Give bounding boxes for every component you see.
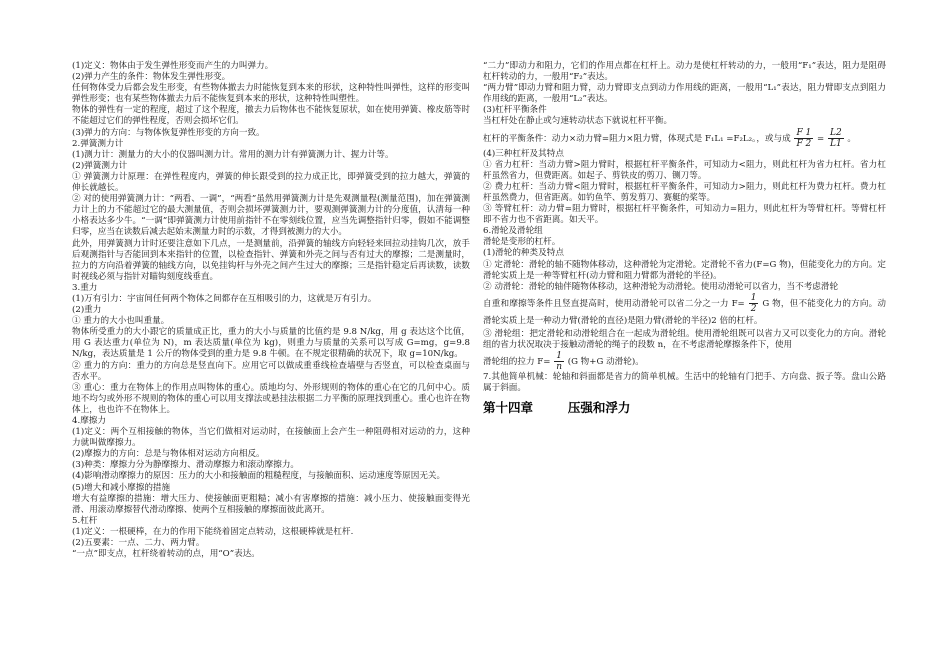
paragraph: ③ 等臂杠杆：动力臂=阻力臂时，根据杠杆平衡条件，可知动力=阻力，则此杠杆为等臂杠杆。等臂杠杆即不省力也不省距离。如天平。 (483, 204, 886, 226)
section-heading: 2.弹簧测力计 (72, 138, 124, 149)
paragraph: (1)定义：一根硬棒，在力的作用下能绕着固定点转动，这根硬棒就是杠杆. (72, 526, 354, 537)
paragraph: (1)万有引力：宇宙间任何两个物体之间都存在互相吸引的力，这就是万有引力。 (72, 293, 377, 304)
paragraph: (2)弹簧测力计 (72, 160, 128, 171)
paragraph: “两力臂”即动力臂和阻力臂，动力臂即支点到动力作用线的距离，一般用“L₁”表达，阻力臂即支点到阻力作用线的距离，一般用“L₂”表达。 (483, 83, 886, 105)
paragraph: (3)弹力的方向：与物体恢复弹性形变的方向一致。 (72, 127, 265, 138)
fraction-numerator: 1 (750, 292, 757, 303)
paragraph: (1)定义：两个互相接触的物体，当它们做相对运动时，在接触面上会产生一种阻碍相对运动的力，这种力就叫做摩擦力。 (72, 427, 470, 449)
fraction-numerator: F 1 (796, 127, 812, 138)
paragraph: ① 省力杠杆：当动力臂>阻力臂时，根据杠杆平衡条件，可知动力<阻力，则此杠杆为省力杠杆。省力杠杆虽然省力，但费距离。如起子、剪铁皮的剪刀、铡刀等。 (483, 159, 886, 181)
fraction-numerator: 1 (554, 351, 564, 362)
paragraph: ① 定滑轮：滑轮的轴不随物体移动，这种滑轮为定滑轮。定滑轮不省力(F=G 物)，但能变化力的方向。定滑轮实质上是一种等臂杠杆(动力臂和阻力臂都为滑轮的半径)。 (483, 259, 886, 281)
paragraph: ② 费力杠杆：当动力臂<阻力臂时，根据杠杆平衡条件，可知动力>阻力，则此杠杆为费力杠杆。费力杠杆虽然费力，但省距离。如钓鱼竿、剪发剪刀、赛艇的桨等。 (483, 181, 886, 203)
formula-text: 杠杆的平衡条件：动力×动力臂=阻力×阻力臂，体现式是 F₁L₁ =F₂L₂。，或与成 (483, 133, 791, 144)
paragraph: 物体的弹性有一定的程度，超过了这个程度，撤去力后物体也不能恢复原状，如在使用弹簧、橡皮筋等时不能超过它们的弹性程度，否则会损坏它们。 (72, 105, 470, 127)
paragraph: ② 重力的方向：重力的方向总是竖直向下。应用它可以做成重垂线检查墙壁与否竖直，可以检查桌面与否水平。 (72, 360, 470, 382)
left-column (72, 61, 470, 560)
formula-text: 。 (847, 133, 857, 144)
paragraph: (1)测力计：测量力的大小的仪器叫测力计。常用的测力计有弹簧测力计、握力计等。 (72, 149, 394, 160)
paragraph: (4)三种杠杆及其特点 (483, 148, 564, 159)
paragraph: ③ 重心：重力在物体上的作用点叫物体的重心。质地均匀、外形规则的物体的重心在它的几何中心。质地不均匀或外形不规则的物体的重心可以用支撑法或悬挂法根据二力平衡的原理找到重心。重心也许在物体上，也也许不在物体上。 (72, 382, 470, 415)
paragraph: (2)摩擦力的方向：总是与物体相对运动方向相反。 (72, 449, 265, 460)
right-column (483, 61, 886, 416)
paragraph: (3)种类：摩擦力分为静摩擦力、滑动摩擦力和滚动摩擦力。 (72, 460, 300, 471)
section-heading: 6.滑轮及滑轮组 (483, 226, 543, 237)
formula-text: 滑轮组的拉力 F= (483, 356, 551, 367)
paragraph: “一点”即支点，杠杆绕着转动的点，用“O”表达。 (72, 549, 260, 560)
paragraph: 当杠杆处在静止或匀速转动状态下就说杠杆平衡。 (483, 116, 673, 127)
paragraph: “二力”即动力和阻力，它们的作用点都在杠杆上。动力是使杠杆转动的力，一般用“F₁”表达，阻力是阻碍杠杆转动的力，一般用“F₂”表达。 (483, 61, 886, 83)
paragraph: 7.其他简单机械：轮轴和斜面都是省力的简单机械。生活中的轮轴有门把手、方向盘、扳子等。盘山公路属于斜面。 (483, 371, 886, 394)
formula-text: 自重和摩擦等条件且竖直提高时，使用动滑轮可以省二分之一力 F= (483, 298, 745, 309)
paragraph: (2)弹力产生的条件：物体发生弹性形变。 (72, 72, 231, 83)
paragraph: (1)定义：物体由于发生弹性形变而产生的力叫弹力。 (72, 61, 274, 71)
paragraph: (3)杠杆平衡条件 (483, 105, 547, 116)
paragraph: ② 动滑轮：滑轮的轴伴随物体移动，这种滑轮为动滑轮。使用动滑轮可以省力，当不考虑滑轮 (483, 281, 839, 292)
paragraph: 滑轮是变形的杠杆。 (483, 237, 561, 248)
formula-text: (G 物+G 动滑轮)。 (567, 356, 644, 367)
paragraph: ② 对的使用弹簧测力计：“两看、一调”，“两看”虽然用弹簧测力计是先观测量程(测量范围)，加在弹簧测力计上的力不能超过它的最大测量值，否则会损坏弹簧测力计，要观测弹簧测力计的分度值，认清每一种小格表达多少牛。“一调”即弹簧测力计使用前指针不在零刻线位置，应当先调整指针归零，假如不能调整归零，应当在读数后减去起始末测量力时的示数，才得到被测力的大小。 (72, 194, 470, 238)
section-heading: 4.摩擦力 (72, 416, 106, 426)
equals-sign: = (817, 133, 825, 144)
fraction-force-ratio (794, 128, 813, 149)
section-heading: 5.杠杆 (72, 515, 98, 526)
paragraph: (2)重力 (72, 305, 102, 316)
paragraph: (2)五要素：一点、二力、两力臂。 (72, 538, 205, 549)
movable-pulley-formula (483, 293, 886, 329)
fraction-numerator: L2 (829, 127, 842, 138)
paragraph: ① 重力的大小也叫重量。 (72, 316, 170, 327)
balance-condition-formula (483, 128, 886, 149)
fraction-denominator: n (556, 361, 562, 372)
pulley-group-formula (483, 351, 886, 372)
paragraph: 此外，用弹簧测力计时还要注意如下几点，一是测量前，沿弹簧的轴线方向轻轻来回拉动挂钩几次，放手后观测指针与否能回到本来指针的位置，以检查指针、弹簧和外壳之间与否有过大的摩擦；二是测量时，拉力的方向沿着弹簧的轴线方向，以免挂钩杆与外壳之间产生过大的摩擦；三是指针稳定后再读数，读数时视线必须与指针对瞄钩刻度线垂直。 (72, 238, 470, 282)
paragraph: 任何物体受力后都会发生形变，有些物体撤去力时能恢复到本来的形状，这种特性叫弹性，这样的形变叫弹性形变；也有某些物体撤去力后不能恢复到本来的形状，这种特性叫塑性。 (72, 83, 470, 105)
fraction-arm-ratio (828, 128, 844, 149)
formula-text: G 物，但不能变化力的方向。动滑轮实质上是一种动力臂(滑轮的直径)是阻力臂(滑轮的半径)2 倍的杠杆。 (483, 298, 887, 326)
fraction-one-half (749, 293, 759, 314)
fraction-denominator: 2 (750, 303, 757, 314)
paragraph: (1)滑轮的种类及特点 (483, 248, 564, 259)
section-heading: 3.重力 (72, 282, 98, 293)
chapter-heading: 第十四章 压强和浮力 (483, 400, 631, 416)
fraction-denominator: L1 (829, 138, 842, 149)
fraction-denominator: F 2 (796, 138, 812, 149)
paragraph: (4)影响滑动摩擦力的原因：压力的大小和接触面的粗糙程度，与接触面积、运动速度等原因无关。 (72, 471, 446, 482)
paragraph: ③ 滑轮组：把定滑轮和动滑轮组合在一起成为滑轮组。使用滑轮组既可以省力又可以变化力的方向。滑轮组的省力状况取决于接触动滑轮的绳子的段数 n，在不考虑滑轮摩擦条件下，使用 (483, 328, 886, 350)
fraction-one-over-n (554, 351, 564, 372)
paragraph: 增大有益摩擦的措施：增大压力、使接触面更粗糙；减小有害摩擦的措施：减小压力、使接触面变得光滑、用滚动摩擦替代滑动摩擦、使两个互相接触的摩擦面彼此离开。 (72, 493, 470, 515)
paragraph: (5)增大和减小摩擦的措施 (72, 482, 171, 493)
paragraph: 物体所受重力的大小跟它的质量成正比，重力的大小与质量的比值约是 9.8 N/kg，用 g 表达这个比值，用 G 表达重力(单位为 N)，m 表达质量(单位为 kg)，则重力与质量的关系可以写成 G=mg，g=9.8 N/kg，表达质量是 1 公斤的物体受到的重力是 9.8 牛顿。在不规定很精确的状况下，取 g=10N/kg。 (72, 327, 470, 360)
paragraph: ① 弹簧测力计原理：在弹性程度内，弹簧的伸长跟受到的拉力成正比，即弹簧受到的拉力越大，弹簧的伸长就越长。 (72, 171, 470, 194)
